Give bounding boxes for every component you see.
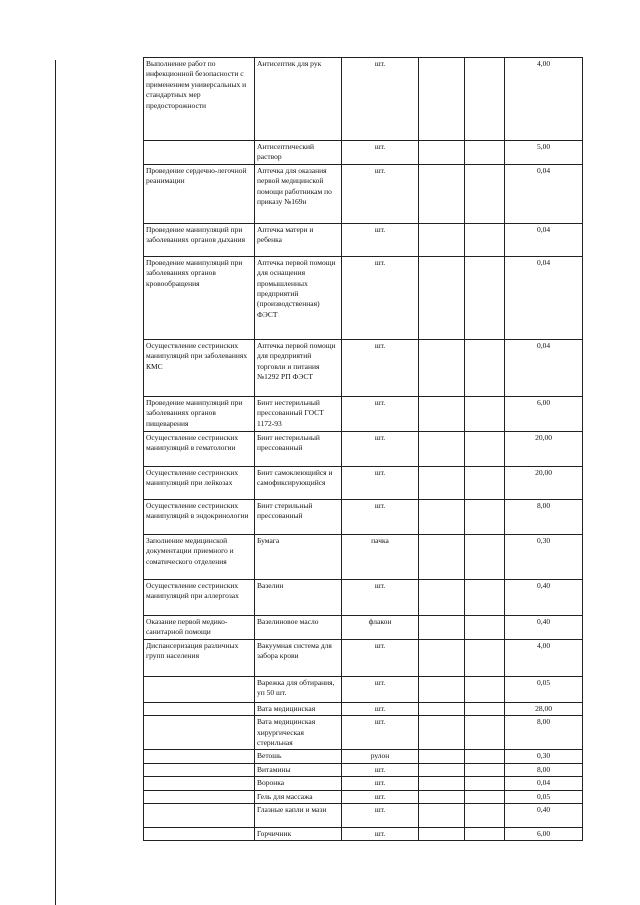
item-cell: Горчичник [255,828,342,841]
empty-cell [465,750,505,763]
work-cell [144,676,255,702]
empty-cell [419,828,465,841]
quantity-cell: 0,30 [505,750,583,763]
item-cell: Глазные капли и мази [255,804,342,828]
empty-cell [419,804,465,828]
work-cell [144,763,255,776]
unit-cell: шт. [342,716,419,750]
unit-cell: шт. [342,223,419,256]
quantity-cell: 0,04 [505,223,583,256]
quantity-cell: 20,00 [505,431,583,466]
empty-cell [465,141,505,165]
empty-cell [419,499,465,534]
empty-cell [465,223,505,256]
item-cell: Бинт нестерильный прессованный ГОСТ 1172-93 [255,396,342,431]
quantity-cell: 20,00 [505,466,583,499]
table-row [144,615,583,639]
work-cell: Осуществление сестринских манипуляций в гематологии [144,431,255,466]
quantity-cell: 0,30 [505,534,583,579]
item-cell: Аптечка первой помощи для предприятий торговли и питания №1292 РП ФЭСТ [255,339,342,396]
empty-cell [465,777,505,790]
work-cell: Осуществление сестринских манипуляций при лейкозах [144,466,255,499]
empty-cell [419,141,465,165]
work-cell [144,750,255,763]
unit-cell: шт. [342,58,419,141]
item-cell: Вазелин [255,579,342,615]
empty-cell [419,431,465,466]
table-row [144,256,583,339]
empty-cell [419,58,465,141]
quantity-cell: 0,04 [505,256,583,339]
empty-cell [465,499,505,534]
work-cell: Осуществление сестринских манипуляций при заболеваниях КМС [144,339,255,396]
table-row [144,164,583,223]
work-cell: Проведение манипуляций при заболеваниях органов дыхания [144,223,255,256]
unit-cell: шт. [342,431,419,466]
table-row [144,750,583,763]
unit-cell: шт. [342,763,419,776]
unit-cell: шт. [342,579,419,615]
quantity-cell: 0,40 [505,579,583,615]
quantity-cell: 0,05 [505,790,583,803]
empty-cell [465,639,505,676]
unit-cell: шт. [342,639,419,676]
table-row [144,534,583,579]
unit-cell: шт. [342,804,419,828]
item-cell: Воронка [255,777,342,790]
table-row [144,431,583,466]
empty-cell [419,339,465,396]
item-cell: Бинт нестерильный прессованный [255,431,342,466]
empty-cell [419,716,465,750]
item-cell: Бумага [255,534,342,579]
unit-cell: флакон [342,615,419,639]
unit-cell: шт. [342,339,419,396]
quantity-cell: 0,40 [505,804,583,828]
empty-cell [465,164,505,223]
empty-cell [465,804,505,828]
unit-cell: шт. [342,499,419,534]
work-cell: Выполнение работ по инфекционной безопасности с применением универсальных и стандартных мер предосторожности [144,58,255,141]
empty-cell [465,339,505,396]
work-cell [144,804,255,828]
empty-cell [465,828,505,841]
unit-cell: шт. [342,790,419,803]
empty-cell [419,466,465,499]
table-row [144,777,583,790]
empty-cell [419,164,465,223]
table-row [144,639,583,676]
work-cell [144,702,255,715]
empty-cell [465,579,505,615]
quantity-cell: 0,40 [505,615,583,639]
item-cell: Вакуумная система для забора крови [255,639,342,676]
item-cell: Витамины [255,763,342,776]
empty-cell [465,763,505,776]
item-cell: Антисептик для рук [255,58,342,141]
empty-cell [419,396,465,431]
empty-cell [419,790,465,803]
table-row [144,702,583,715]
unit-cell: шт. [342,828,419,841]
table-body [144,58,583,841]
work-cell [144,141,255,165]
item-cell: Гель для массажа [255,790,342,803]
empty-cell [465,615,505,639]
empty-cell [419,777,465,790]
work-cell [144,777,255,790]
quantity-cell: 8,00 [505,763,583,776]
item-cell: Аптечка для оказания первой медицинской помощи работникам по приказу №169н [255,164,342,223]
table-row [144,223,583,256]
quantity-cell: 5,00 [505,141,583,165]
quantity-cell: 8,00 [505,499,583,534]
unit-cell: шт. [342,256,419,339]
empty-cell [419,256,465,339]
work-cell [144,828,255,841]
item-cell: Вата медицинская [255,702,342,715]
work-cell: Проведение манипуляций при заболеваниях органов пищеварения [144,396,255,431]
empty-cell [465,466,505,499]
table-row [144,58,583,141]
table-row [144,396,583,431]
unit-cell: шт. [342,702,419,715]
work-cell [144,790,255,803]
quantity-cell: 28,00 [505,702,583,715]
table-row [144,790,583,803]
work-cell [144,716,255,750]
unit-cell: шт. [342,466,419,499]
equipment-table [143,57,583,841]
unit-cell: рулон [342,750,419,763]
empty-cell [465,431,505,466]
empty-cell [465,716,505,750]
item-cell: Ветошь [255,750,342,763]
empty-cell [465,58,505,141]
unit-cell: шт. [342,396,419,431]
work-cell: Проведение сердечно-легочной реанимации [144,164,255,223]
table-row [144,339,583,396]
empty-cell [419,639,465,676]
table-row [144,763,583,776]
empty-cell [419,223,465,256]
empty-cell [465,790,505,803]
quantity-cell: 0,04 [505,777,583,790]
work-cell: Оказание первой медико-санитарной помощи [144,615,255,639]
table-row [144,716,583,750]
empty-cell [465,702,505,715]
unit-cell: шт. [342,141,419,165]
empty-cell [465,676,505,702]
table-row [144,804,583,828]
item-cell: Варежка для обтирания, уп 50 шт. [255,676,342,702]
table-row [144,141,583,165]
empty-cell [419,702,465,715]
item-cell: Антисептический раствор [255,141,342,165]
table-row [144,676,583,702]
quantity-cell: 8,00 [505,716,583,750]
unit-cell: пачка [342,534,419,579]
quantity-cell: 6,00 [505,828,583,841]
empty-cell [419,750,465,763]
work-cell: Диспансеризация различных групп населения [144,639,255,676]
empty-cell [465,534,505,579]
quantity-cell: 0,04 [505,164,583,223]
empty-cell [419,763,465,776]
page-margin-rule [55,60,56,905]
empty-cell [419,534,465,579]
table-row [144,828,583,841]
unit-cell: шт. [342,777,419,790]
item-cell: Вазелиновое масло [255,615,342,639]
quantity-cell: 0,04 [505,339,583,396]
work-cell: Проведение манипуляций при заболеваниях органов кровообращения [144,256,255,339]
unit-cell: шт. [342,676,419,702]
quantity-cell: 4,00 [505,639,583,676]
quantity-cell: 6,00 [505,396,583,431]
quantity-cell: 0,05 [505,676,583,702]
table-row [144,499,583,534]
work-cell: Осуществление сестринских манипуляций при аллергозах [144,579,255,615]
table-row [144,579,583,615]
empty-cell [465,396,505,431]
item-cell: Бинт самоклеющийся и самофиксирующийся [255,466,342,499]
empty-cell [419,676,465,702]
empty-cell [465,256,505,339]
item-cell: Аптечка матери и ребенка [255,223,342,256]
work-cell: Заполнение медицинской документации приемного и соматического отделения [144,534,255,579]
table-row [144,466,583,499]
quantity-cell: 4,00 [505,58,583,141]
unit-cell: шт. [342,164,419,223]
item-cell: Бинт стерильный прессованный [255,499,342,534]
work-cell: Осуществление сестринских манипуляций в эндокринологии [144,499,255,534]
empty-cell [419,579,465,615]
item-cell: Вата медицинская хирургическая стерильная [255,716,342,750]
empty-cell [419,615,465,639]
item-cell: Аптечка первой помощи для оснащения промышленных предприятий (производственная) ФЭСТ [255,256,342,339]
